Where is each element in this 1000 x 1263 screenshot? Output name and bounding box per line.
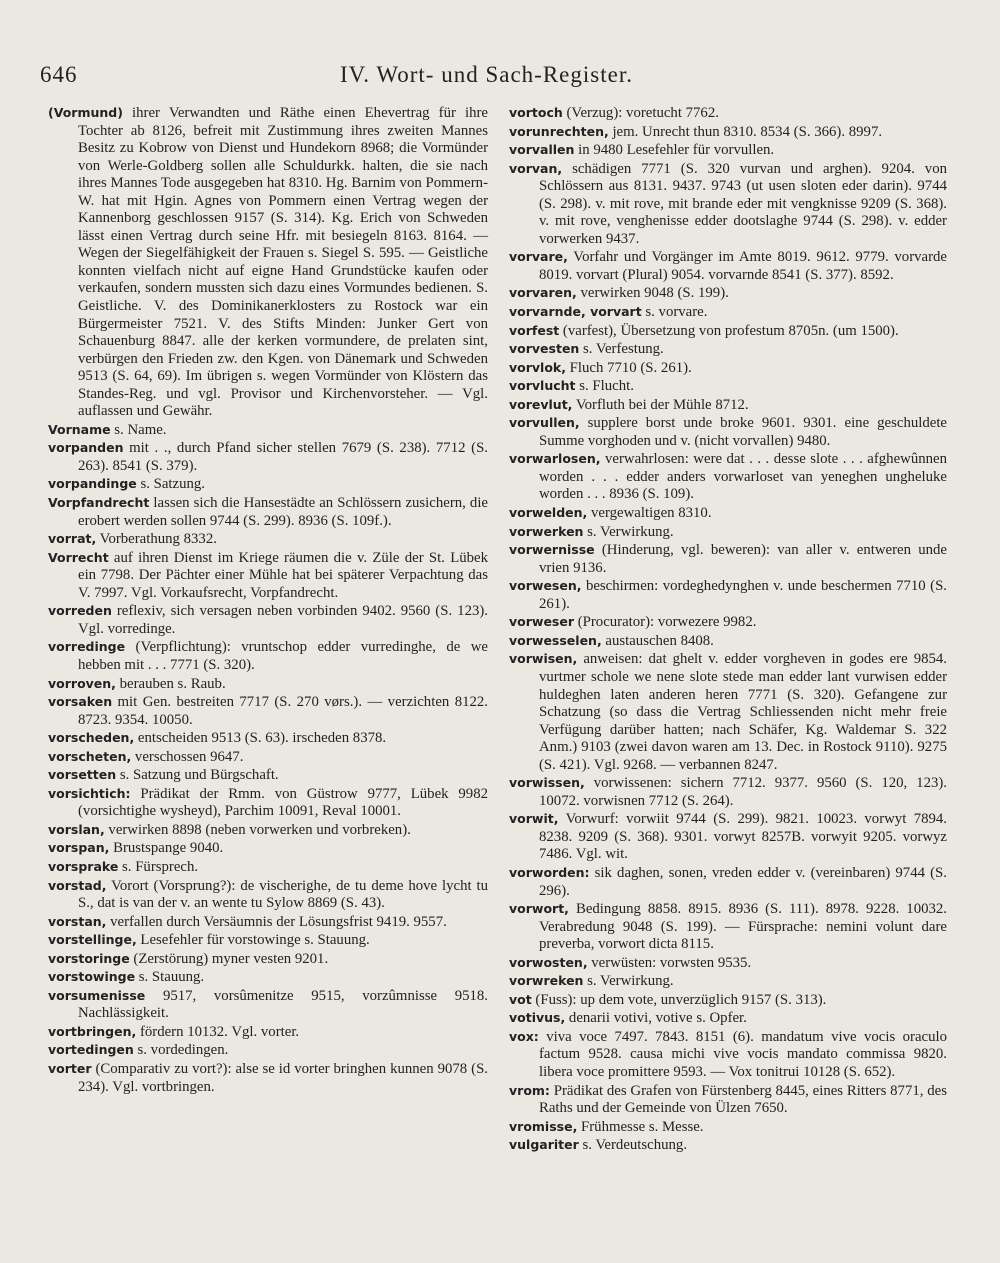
entry-keyword: votivus, <box>509 1010 566 1026</box>
entry-text: berauben s. Raub. <box>115 675 226 692</box>
register-entry <box>509 450 947 504</box>
entry-text: verwirken 9048 (S. 199). <box>576 285 729 302</box>
register-entry <box>48 675 488 694</box>
entry-keyword: vorstellinge, <box>48 932 137 948</box>
entry-keyword: Vorpfandrecht <box>48 495 150 511</box>
register-entry <box>48 931 488 950</box>
entry-text: (Verpflichtung): vruntschop edder vurredinghe, de we hebben mit . . . 7771 (S. 320). <box>78 639 488 673</box>
entry-keyword: vorsprake <box>48 858 119 874</box>
page-title: IV. Wort- und Sach-Register. <box>340 62 633 87</box>
register-entry <box>48 839 488 858</box>
right-column <box>509 104 947 1155</box>
entry-text: Vorfluth bei der Mühle 8712. <box>572 396 749 413</box>
entry-text: austauschen 8408. <box>601 632 714 649</box>
entry-text: Fluch 7710 (S. 261). <box>565 359 692 376</box>
entry-keyword: vorwarlosen, <box>509 451 601 467</box>
entry-text: s. Flucht. <box>575 378 634 395</box>
entry-keyword: vrom: <box>509 1082 550 1098</box>
entry-keyword: vorreden <box>48 603 112 619</box>
register-entry <box>48 785 488 821</box>
register-entry <box>48 821 488 840</box>
entry-keyword: vorsetten <box>48 767 117 783</box>
entry-keyword: vorvan, <box>509 160 563 176</box>
entry-text: Brustspange 9040. <box>109 840 224 857</box>
entry-text: entscheiden 9513 (S. 63). irscheden 8378. <box>134 730 387 747</box>
entry-keyword: vorwesselen, <box>509 632 602 648</box>
entry-text: Prädikat des Grafen von Fürstenberg 8445, eines Ritters 8771, des Raths und der Gemeinde von Ülzen 7650. <box>539 1082 947 1117</box>
register-entry <box>509 954 947 973</box>
entry-text: s. Verwirkung. <box>583 523 674 540</box>
entry-text: Frühmesse s. Messe. <box>577 1118 704 1135</box>
register-entry <box>48 421 488 440</box>
entry-text: (Procurator): vorwezere 9982. <box>574 614 757 631</box>
register-entry <box>509 972 947 991</box>
entry-keyword: vorstad, <box>48 877 107 893</box>
register-entry <box>509 504 947 523</box>
register-entry <box>48 530 488 549</box>
entry-text: viva voce 7497. 7843. 8151 (6). mandatum vive vocis oraculo factum 9528. causa michi vive vocis mandato commissa 9820. libera voce promittere 9593. — Vox tonitrui 10128 (S. 652). <box>538 1028 947 1080</box>
entry-keyword: vorevlut, <box>509 396 573 412</box>
register-entry <box>509 377 947 396</box>
entry-keyword: vorredinge <box>48 639 126 655</box>
entry-text: reflexiv, sich versagen neben vorbinden 9402. 9560 (S. 123). Vgl. vorredinge. <box>78 603 488 637</box>
register-entry <box>509 414 947 450</box>
entry-keyword: vorwosten, <box>509 954 588 970</box>
entry-keyword: Vorname <box>48 421 111 437</box>
entry-text: ihrer Verwandten und Räthe einen Ehevertrag für ihre Tochter ab 8126, befreit mit Zustimmung ihres zweiten Mannes Besitz zu Kobrow von Dienst und Hundekorn 8968; die Vormünder von Werle-Goldberg sollen alle Schuldurkk. halten, die sie nach ihres Mannes Tode ausgegeben hat 8310. Hg. Barnim von Pommern-W. hat mit Hgin. Agnes von Pommern einen Vertrag wegen der Kannenborg geschlossen 9157 (S. 314). Kg. Erich von Schweden lässt einen Vertrag durch seine Hfr. mit besiegeln 8163. 8164. — Wegen der Siegelfähigkeit der Frauen s. Siegel S. 595. — Geistliche konnten vielfach nicht auf eigne Hand Grundstücke kaufen oder verkaufen, sondern mussten sich dazu eines Vormundes bedienen. S. Geistliche. V. des Dominikanerklosters zu Rostock war ein Bürgermeister 7521. V. des Stifts Minden: Junker Gert von Schauenburg 8847. alle der kerken vormundere, de prelaten sint, verbürgen den Frieden zw. den Kgen. von Dänemark und Schweden 9513 (S. 64, 69). Im übrigen s. wegen Vormünder von Klöstern das Standes-Reg. und vgl. Provisor und Kirchenvorsteher. — Vgl. auflassen und Gewähr. <box>78 105 488 420</box>
entry-text: Vorfahr und Vorgänger im Amte 8019. 9612. 9779. vorvarde 8019. vorvart (Plural) 9054. vorvarnde 8541 (S. 377). 8592. <box>539 249 947 283</box>
entry-keyword: vot <box>509 991 532 1007</box>
entry-text: (Comparativ zu vort?): alse se id vorter bringhen kunnen 9078 (S. 234). Vgl. vortbringen. <box>78 1060 488 1095</box>
entry-text: beschirmen: vordeghedynghen v. unde beschermen 7710 (S. 261). <box>539 578 947 612</box>
register-entry <box>48 638 488 674</box>
entry-keyword: vortoch <box>509 105 563 120</box>
register-entry <box>509 141 947 160</box>
entry-keyword: vorwissen, <box>509 775 585 791</box>
entry-text: denarii votivi, votive s. Opfer. <box>565 1010 747 1027</box>
entry-keyword: vorwerken <box>509 523 584 539</box>
register-entry <box>509 1118 947 1137</box>
register-entry <box>509 248 947 284</box>
register-entry <box>509 303 947 322</box>
register-entry <box>509 1082 947 1118</box>
register-entry <box>509 991 947 1010</box>
entry-text: s. vordedingen. <box>133 1042 229 1059</box>
entry-keyword: vorvesten <box>509 341 580 357</box>
entry-text: verfallen durch Versäumnis der Lösungsfrist 9419. 9557. <box>106 913 447 930</box>
entry-text: anweisen: dat ghelt v. edder vorgheven in godes ere 9854. vurtmer schole we nene slote stede man edder lant vurwisen edder huldeghen laten anderen heren 7771 (S. 320). Gefangene zur Schatzung (so dass die Vertrag Schliessenden nicht mehr freie Verfügung darüber hatten; nach Schäfer, Kg. Waldemar S. 322 Anm.) 9103 (zwei davon waren am 13. Dec. in Rostock 9110). 9275 (S. 421). Vgl. 9268. — verbannen 8247. <box>539 651 947 773</box>
register-entry <box>48 766 488 785</box>
entry-keyword: vorsaken <box>48 694 113 710</box>
entry-keyword: vorroven, <box>48 675 116 691</box>
entry-text: Vorort (Vorsprung?): de vischerighe, de tu deme hove lycht tu S., dat is van der v. an wente tu Sylow 8869 (S. 43). <box>78 877 488 912</box>
entry-keyword: vorworden: <box>509 864 590 880</box>
entry-text: verwahrlosen: were dat . . . desse slote . . . afghewûnnen worden . . . edder anders vorwarloset van yeneghen ungheluke worden . . . 8936 (S. 109). <box>539 451 947 503</box>
entry-keyword: vorsichtich: <box>48 785 131 801</box>
entry-text: verwirken 8898 (neben vorwerken und vorbreken). <box>104 821 411 838</box>
entry-keyword: vorweser <box>509 614 575 630</box>
entry-keyword: vorwreken <box>509 973 584 989</box>
register-entry <box>48 693 488 729</box>
entry-text: jem. Unrecht thun 8310. 8534 (S. 366). 8997. <box>608 123 883 140</box>
entry-text: mit . ., durch Pfand sicher stellen 7679 (S. 238). 7712 (S. 263). 8541 (S. 379). <box>78 440 488 474</box>
entry-text: Bedingung 8858. 8915. 8936 (S. 111). 8978. 9228. 10032. Verabredung 9048 (S. 199). — Fürsprache: nemini volunt dare preverba, vorwort dicta 8115. <box>539 901 947 953</box>
entry-text: fördern 10132. Vgl. vorter. <box>136 1023 300 1040</box>
entry-keyword: vorwelden, <box>509 505 588 521</box>
entry-text: (Fuss): up dem vote, unverzüglich 9157 (S. 313). <box>531 991 827 1008</box>
entry-keyword: vortedingen <box>48 1042 134 1058</box>
register-entry <box>48 602 488 638</box>
register-entry <box>48 549 488 603</box>
register-entry <box>509 104 947 123</box>
entry-keyword: vorwernisse <box>509 542 595 558</box>
register-entry <box>509 864 947 900</box>
register-entry <box>48 950 488 969</box>
entry-text: s. Verwirkung. <box>583 973 674 990</box>
left-column <box>48 104 488 1096</box>
register-entry <box>509 541 947 577</box>
entry-text: s. Fürsprech. <box>118 858 199 875</box>
entry-text: Vorberathung 8332. <box>96 531 217 548</box>
register-entry <box>509 900 947 954</box>
page-number: 646 <box>40 62 78 87</box>
register-entry <box>509 810 947 864</box>
entry-text: s. Verfestung. <box>579 341 664 358</box>
entry-keyword: vorscheden, <box>48 730 135 746</box>
entry-text: s. Name. <box>110 421 167 438</box>
register-entry <box>48 1060 488 1096</box>
register-entry <box>509 577 947 613</box>
entry-keyword: vorvullen, <box>509 415 580 431</box>
entry-text: vorwissenen: sichern 7712. 9377. 9560 (S. 120, 123). 10072. vorwisnen 7712 (S. 264). <box>539 775 947 809</box>
register-entry <box>509 284 947 303</box>
register-entry <box>48 968 488 987</box>
entry-keyword: vox: <box>509 1028 539 1044</box>
entry-keyword: vorfest <box>509 322 560 338</box>
entry-text: s. Satzung. <box>136 476 205 493</box>
entry-keyword: vorspan, <box>48 840 110 856</box>
register-entry <box>48 877 488 913</box>
entry-text: s. Verdeutschung. <box>578 1137 688 1154</box>
register-entry <box>509 650 947 774</box>
entry-text: (Hinderung, vgl. beweren): van aller v. entweren unde vrien 9136. <box>539 542 947 576</box>
register-entry <box>48 475 488 494</box>
entry-text: schädigen 7771 (S. 320 vurvan und arghen). 9204. von Schlössern aus 8131. 9437. 9743 (ut usen sloten eder darin). 9744 (S. 298). v. mit rove, mit brande eder mit vengknisse 9209 (S. 368). v. mit rove, venghenisse edder dootslaghe 9744 (S. 298). v. edder vorwerken 9437. <box>539 160 947 247</box>
register-entry <box>48 748 488 767</box>
entry-keyword: vorstoringe <box>48 950 130 966</box>
entry-text: lassen sich die Hansestädte an Schlössern zusichern, die erobert werden sollen 9744 (S. 299). 8936 (S. 109f.). <box>78 495 488 529</box>
entry-text: s. Stauung. <box>135 969 205 986</box>
entry-keyword: vulgariter <box>509 1137 579 1153</box>
entry-text: sik daghen, sonen, vreden edder v. (vereinbaren) 9744 (S. 296). <box>539 864 947 899</box>
entry-keyword: Vorrecht <box>48 549 109 565</box>
register-entry <box>509 1136 947 1155</box>
entry-keyword: vorwit, <box>509 811 559 827</box>
entry-text: Prädikat der Rmm. von Güstrow 9777, Lübek 9982 (vorsichtighe wysheyd), Parchim 10091, Reval 10001. <box>78 785 488 820</box>
register-entry <box>509 774 947 810</box>
register-entry <box>48 913 488 932</box>
entry-text: verschossen 9647. <box>131 748 244 765</box>
entry-keyword: vorvlucht <box>509 378 576 394</box>
entry-text: in 9480 Lesefehler für vorvullen. <box>574 142 775 159</box>
register-entry <box>509 359 947 378</box>
entry-text: s. vorvare. <box>641 304 708 321</box>
entry-keyword: vromisse, <box>509 1118 578 1134</box>
register-entry <box>509 160 947 249</box>
entry-text: (varfest), Übersetzung von profestum 8705n. (um 1500). <box>559 322 899 339</box>
entry-keyword: vorter <box>48 1060 92 1076</box>
entry-text: s. Satzung und Bürgschaft. <box>116 767 279 784</box>
register-entry <box>48 494 488 530</box>
entry-keyword: vorwort, <box>509 901 569 917</box>
entry-keyword: vortbringen, <box>48 1023 137 1039</box>
entry-keyword: vorwisen, <box>509 651 578 667</box>
entry-keyword: vorvaren, <box>509 285 577 301</box>
register-entry <box>509 322 947 341</box>
register-entry <box>509 613 947 632</box>
entry-keyword: vorslan, <box>48 821 105 837</box>
entry-keyword: vorpanden <box>48 440 124 456</box>
entry-keyword: vorsumenisse <box>48 987 146 1003</box>
register-entry <box>509 1009 947 1028</box>
entry-text: auf ihren Dienst im Kriege räumen die v. Züle der St. Lübek ein 7798. Der Pächter einer Mühle hat bei späterer Verpachtung das V. 7997. Vgl. Vorkaufsrecht, Vorpfandrecht. <box>78 549 488 601</box>
register-entry <box>48 1041 488 1060</box>
entry-text: mit Gen. bestreiten 7717 (S. 270 vørs.). — verzichten 8122. 8723. 9354. 10050. <box>78 694 488 728</box>
register-entry <box>48 439 488 475</box>
register-entry <box>509 1028 947 1082</box>
entry-text: supplere borst unde broke 9601. 9301. eine geschuldete Summe vorghoden und v. (nicht vorvallen) 9480. <box>539 415 947 449</box>
register-entry <box>48 729 488 748</box>
register-entry <box>509 340 947 359</box>
entry-text: (Verzug): voretucht 7762. <box>562 105 719 121</box>
entry-keyword: vorstowinge <box>48 969 136 985</box>
entry-text: Vorwurf: vorwiit 9744 (S. 299). 9821. 10023. vorwyt 7894. 8238. 9209 (S. 368). 9301. vorwyt 8257B. vorwyit 9205. vorwyz 7486. Vgl. wit. <box>539 811 947 863</box>
entry-keyword: vorunrechten, <box>509 123 609 139</box>
register-entry <box>48 104 488 421</box>
register-entry <box>509 123 947 142</box>
entry-keyword: vorstan, <box>48 913 107 929</box>
entry-keyword: vorvarnde, vorvart <box>509 304 642 320</box>
entry-text: verwüsten: vorwsten 9535. <box>587 954 752 971</box>
entry-keyword: vorscheten, <box>48 748 132 764</box>
entry-text: (Zerstörung) myner vesten 9201. <box>129 950 329 967</box>
entry-keyword: vorwesen, <box>509 578 582 594</box>
register-entry <box>509 396 947 415</box>
entry-keyword: vorrat, <box>48 531 97 547</box>
entry-keyword: vorvare, <box>509 249 568 265</box>
entry-text: vergewaltigen 8310. <box>587 505 712 522</box>
register-entry <box>48 858 488 877</box>
entry-keyword: vorvallen <box>509 142 575 158</box>
register-entry <box>48 1023 488 1042</box>
entry-keyword: (Vormund) <box>48 105 123 120</box>
register-entry <box>509 632 947 651</box>
entry-keyword: vorvlok, <box>509 359 566 375</box>
register-entry <box>509 523 947 542</box>
entry-keyword: vorpandinge <box>48 476 137 492</box>
entry-text: 9517, vorsûmenitze 9515, vorzûmnisse 9518. Nachlässigkeit. <box>78 987 488 1022</box>
register-entry <box>48 987 488 1023</box>
entry-text: Lesefehler für vorstowinge s. Stauung. <box>136 932 370 949</box>
